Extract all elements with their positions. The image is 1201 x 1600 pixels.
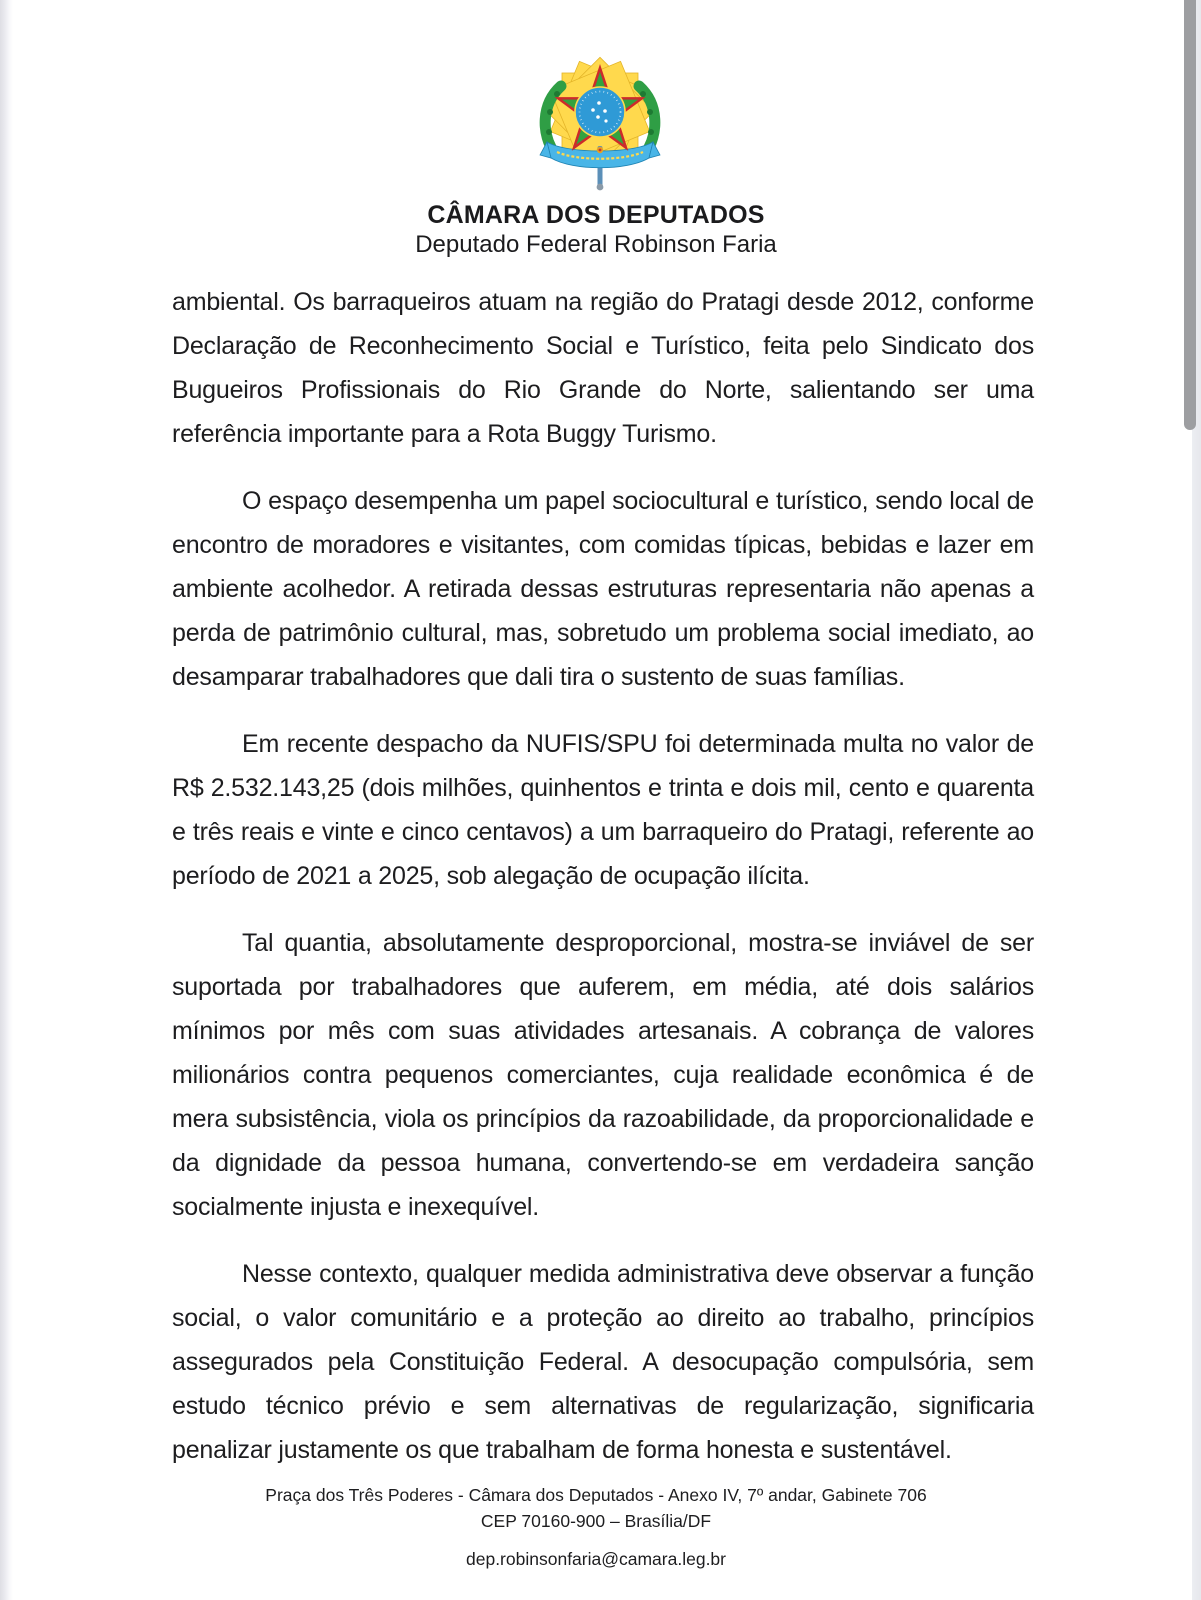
footer-address-line-2: CEP 70160-900 – Brasília/DF bbox=[480, 1511, 712, 1531]
footer-address-line-1: Praça dos Três Poderes - Câmara dos Deputados - Anexo IV, 7º andar, Gabinete 706 bbox=[265, 1485, 927, 1505]
document-footer bbox=[0, 1482, 1192, 1572]
body-paragraph: Em recente despacho da NUFIS/SPU foi determinada multa no valor de R$ 2.532.143,25 (dois milhões, quinhentos e trinta e dois mil, cento e quarenta e três reais e vinte e cinco centavos) a um barraqueiro do Pratagi, referente ao período de 2021 a 2025, sob alegação de ocupação ilícita. bbox=[172, 730, 1034, 890]
brazil-coat-of-arms-icon bbox=[537, 54, 663, 194]
body-paragraph: O espaço desempenha um papel sociocultural e turístico, sendo local de encontro de moradores e visitantes, com comidas típicas, bebidas e lazer em ambiente acolhedor. A retirada dessas estruturas representaria não apenas a perda de patrimônio cultural, mas, sobretudo um problema social imediato, ao desamparar trabalhadores que dali tira o sustento de suas famílias. bbox=[172, 487, 1034, 691]
body-paragraph: Tal quantia, absolutamente desproporcional, mostra-se inviável de ser suportada por trabalhadores que auferem, em média, até dois salários mínimos por mês com suas atividades artesanais. A cobrança de valores milionários contra pequenos comerciantes, cuja realidade econômica é de mera subsistência, viola os princípios da razoabilidade, da proporcionalidade e da dignidade da pessoa humana, convertendo-se em verdadeira sanção socialmente injusta e inexequível. bbox=[172, 929, 1034, 1221]
organization-title: CÂMARA DOS DEPUTADOS bbox=[427, 201, 765, 229]
footer-email: dep.robinsonfaria@camara.leg.br bbox=[466, 1549, 726, 1569]
document-body bbox=[172, 280, 1034, 1495]
body-paragraph: Nesse contexto, qualquer medida administrativa deve observar a função social, o valor comunitário e a proteção ao direito ao trabalho, princípios assegurados pela Constituição Federal. A desocupação compulsória, sem estudo técnico prévio e sem alternativas de regularização, significaria penalizar justamente os que trabalham de forma honesta e sustentável. bbox=[172, 1260, 1034, 1464]
deputy-name-subtitle: Deputado Federal Robinson Faria bbox=[415, 231, 777, 258]
body-paragraph: ambiental. Os barraqueiros atuam na região do Pratagi desde 2012, conforme Declaração de Reconhecimento Social e Turístico, feita pelo Sindicato dos Bugueiros Profissionais do Rio Grande do Norte, salientando ser uma referência importante para a Rota Buggy Turismo. bbox=[172, 288, 1034, 448]
